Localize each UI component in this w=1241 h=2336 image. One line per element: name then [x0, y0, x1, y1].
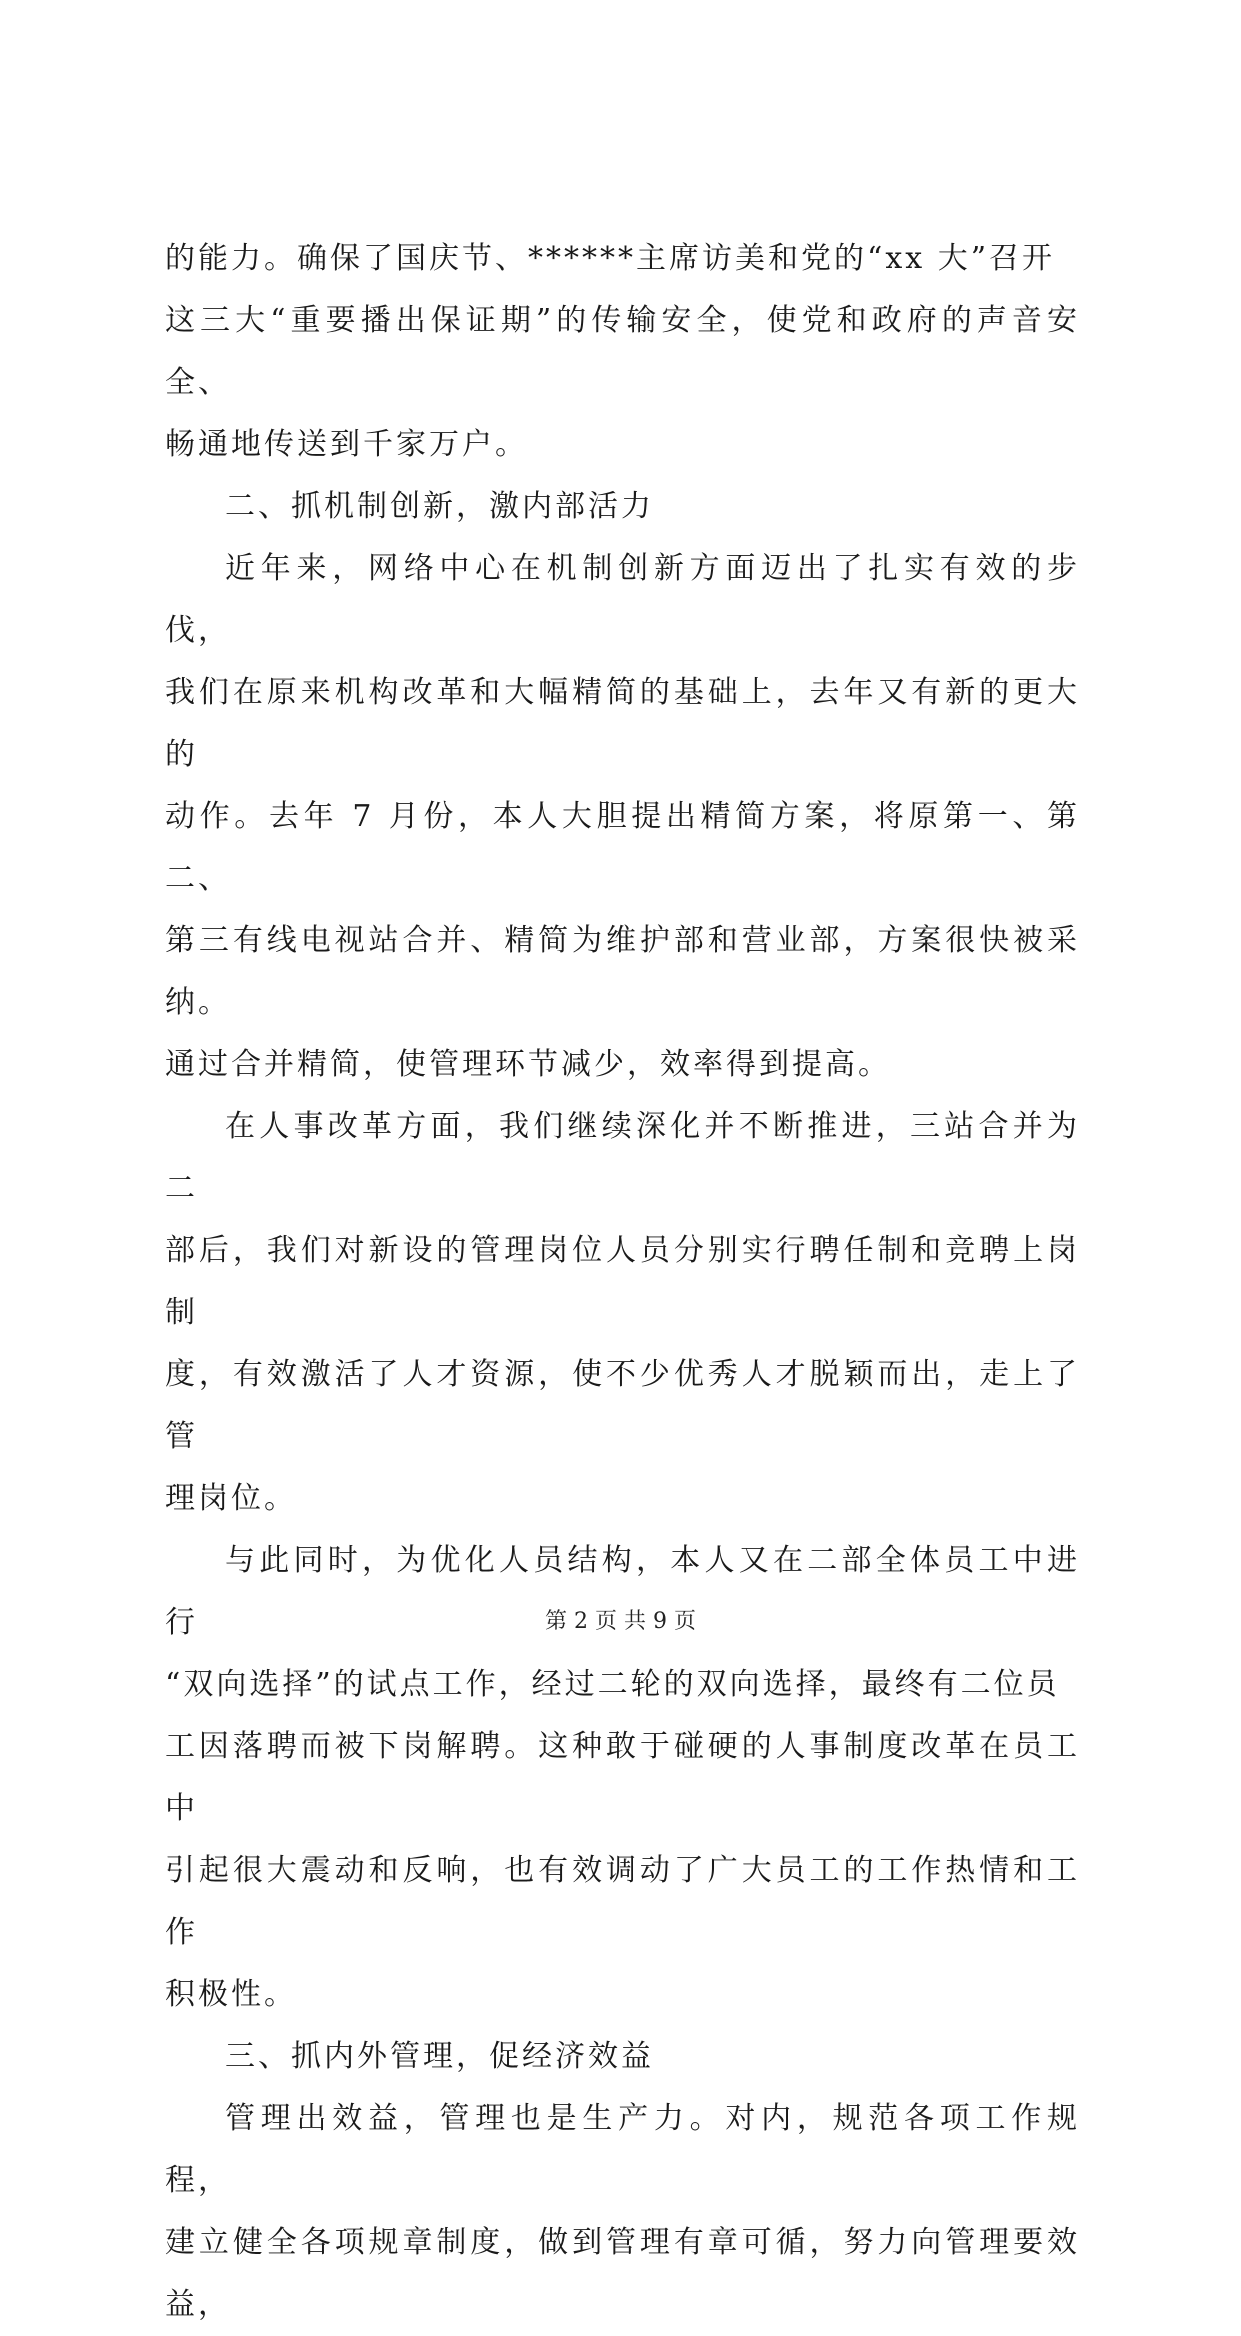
- paragraph-personnel-reform: [165, 1096, 1080, 1530]
- text-line: 工因落聘而被下岗解聘。这种敢于碰硬的人事制度改革在员工中: [165, 1729, 1080, 1826]
- page-number: 第 2 页 共 9 页: [545, 1609, 696, 1634]
- heading-text: 三、抓内外管理，促经济效益: [225, 2039, 654, 2074]
- text-line: 引起很大震动和反响，也有效调动了广大员工的工作热情和工作: [165, 1853, 1080, 1950]
- paragraph-management: [165, 2088, 1080, 2336]
- text-line: 动作。去年 7 月份，本人大胆提出精简方案，将原第一、第二、: [165, 799, 1080, 896]
- text-line: 在人事改革方面，我们继续深化并不断推进，三站合并为二: [165, 1109, 1080, 1206]
- paragraph-two-way-selection: [165, 1530, 1080, 2026]
- text-line: 积极性。: [165, 1977, 297, 2012]
- page-footer: [0, 1607, 1241, 1637]
- text-line: “双向选择”的试点工作，经过二轮的双向选择，最终有二位员: [165, 1667, 1060, 1702]
- document-body: [165, 228, 1080, 2336]
- text-line: 这三大“重要播出保证期”的传输安全，使党和政府的声音安全、: [165, 303, 1080, 400]
- text-line: 部后，我们对新设的管理岗位人员分别实行聘任制和竞聘上岗制: [165, 1233, 1080, 1330]
- text-line: 畅通地传送到千家万户。: [165, 427, 528, 462]
- text-line: 建立健全各项规章制度，做到管理有章可循，努力向管理要效益，: [165, 2225, 1080, 2322]
- text-line: 理岗位。: [165, 1481, 297, 1516]
- section-heading-mechanism: [165, 476, 1080, 538]
- section-heading-management: [165, 2026, 1080, 2088]
- text-line: 近年来，网络中心在机制创新方面迈出了扎实有效的步伐，: [165, 551, 1080, 648]
- paragraph-mechanism: [165, 538, 1080, 1096]
- text-line: 第三有线电视站合并、精简为维护部和营业部，方案很快被采纳。: [165, 923, 1080, 1020]
- paragraph-continued: [165, 228, 1080, 476]
- text-line: 的能力。确保了国庆节、******主席访美和党的“xx 大”召开: [165, 241, 1056, 276]
- text-line: 我们在原来机构改革和大幅精简的基础上，去年又有新的更大的: [165, 675, 1080, 772]
- text-line: 度，有效激活了人才资源，使不少优秀人才脱颖而出，走上了管: [165, 1357, 1080, 1454]
- text-line: 与此同时，为优化人员结构，本人又在二部全体员工中进行: [165, 1543, 1080, 1640]
- heading-text: 二、抓机制创新，激内部活力: [225, 489, 654, 524]
- text-line: 通过合并精简，使管理环节减少，效率得到提高。: [165, 1047, 891, 1082]
- text-line: 管理出效益，管理也是生产力。对内，规范各项工作规程，: [165, 2101, 1080, 2198]
